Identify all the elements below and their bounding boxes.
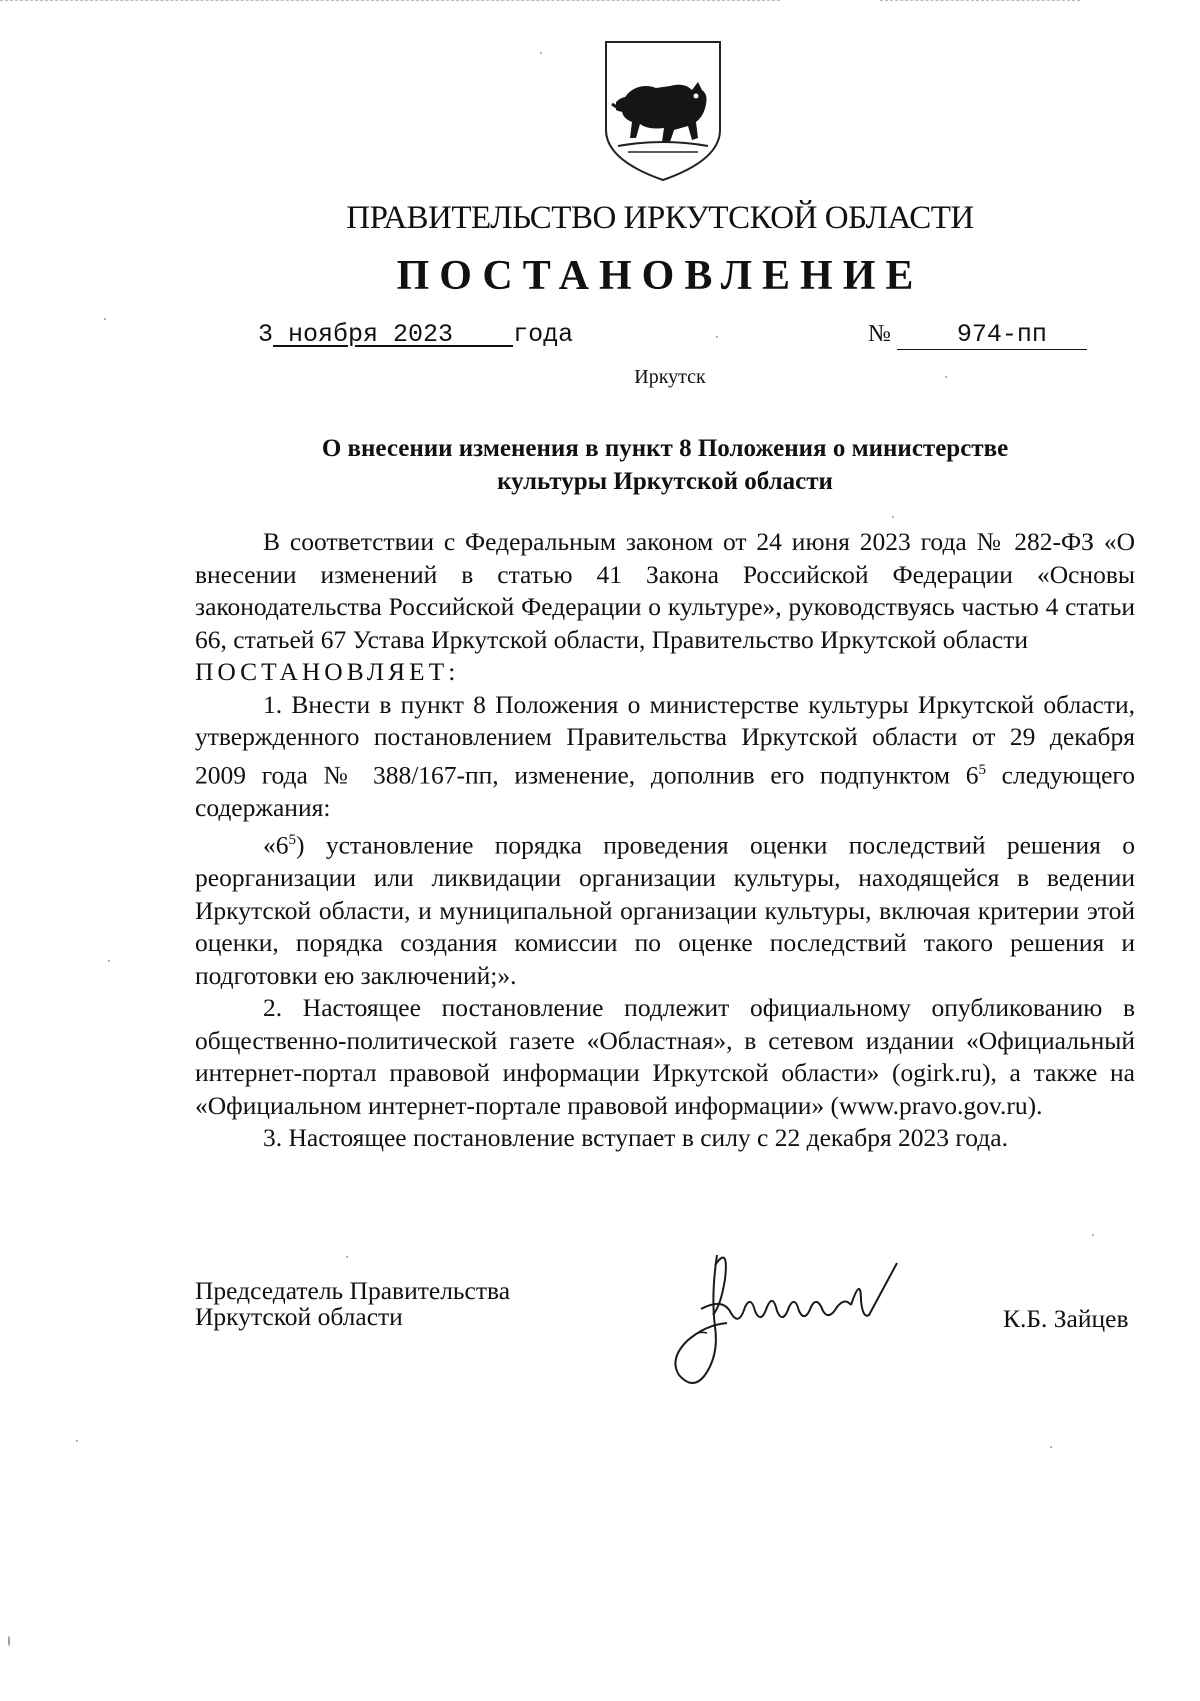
item-1-paragraph: 1. Внести в пункт 8 Положения о министерстве культуры Иркутской области, утвержденного постановлением Правительства Иркутской области от 29 декабря 2009 года № 388/167-пп, изменение, дополнив его подпунктом $6^5$ следующего содержания: — [195, 689, 1135, 822]
number-sign: № — [868, 321, 891, 347]
scan-speck — [716, 336, 718, 338]
date-month-year: ноября 2023 — [288, 320, 454, 349]
date-suffix: года — [513, 320, 574, 349]
scan-speck — [945, 376, 947, 378]
date-day: 3 — [258, 320, 274, 349]
document-body — [195, 526, 1135, 1155]
scan-speck — [540, 52, 542, 54]
city: Иркутск — [634, 366, 706, 388]
organization-name: ПРАВИТЕЛЬСТВО ИРКУТСКОЙ ОБЛАСТИ — [346, 200, 974, 236]
scan-speck — [8, 1636, 10, 1646]
document-title — [195, 432, 1135, 498]
scan-speck — [76, 1440, 78, 1442]
quoted-subitem-paragraph: «$6^5$) установление порядка проведения оценки последствий решения о реорганизации или ликвидации организации культуры, находящейся в ведении Иркутской области, и муниципальной организации культуры, включая критерии этой оценки, порядка создания комиссии по оценке последствий такого решения и подготовки ею заключений;». — [195, 830, 1135, 990]
preamble-paragraph: В соответствии с Федеральным законом от 24 июня 2023 года № 282-ФЗ «О внесении изменений в статью 41 Закона Российской Федерации «Основы законодательства Российской Федерации о культуре», руководствуясь частью 4 статьи 66, статьей 67 Устава Иркутской области, Правительство Иркутской области — [195, 527, 1135, 654]
document-type: ПОСТАНОВЛЕНИЕ — [396, 253, 924, 299]
signatory-position — [195, 1278, 510, 1330]
resolves-word: ПОСТАНОВЛЯЕТ: — [195, 657, 460, 686]
irkutsk-coat-of-arms-icon — [600, 38, 726, 184]
scan-speck — [1092, 1234, 1094, 1236]
scan-speck — [104, 318, 106, 320]
scan-speck — [108, 960, 110, 962]
document-date — [258, 320, 573, 349]
position-line: Председатель Правительства — [195, 1276, 511, 1305]
position-line: Иркутской области — [195, 1302, 403, 1331]
signatory-name: К.Б. Зайцев — [1003, 1304, 1129, 1333]
scan-artifact-line — [0, 0, 780, 3]
item-3-paragraph: 3. Настоящее постановление вступает в силу с 22 декабря 2023 года. — [263, 1123, 1008, 1152]
scan-speck — [892, 516, 894, 518]
document-number — [868, 320, 1087, 350]
scan-artifact-line — [880, 0, 1080, 3]
title-line: О внесении изменения в пункт 8 Положения о министерстве — [321, 435, 1009, 462]
handwritten-signature-icon — [665, 1235, 935, 1395]
scan-speck — [1050, 1446, 1052, 1448]
title-line: культуры Иркутской области — [497, 468, 833, 495]
scan-speck — [346, 1256, 348, 1258]
item-2-paragraph: 2. Настоящее постановление подлежит официальному опубликованию в общественно-политической газете «Областная», в сетевом издании «Официальный интернет-портал правовой информации Иркутской области» (ogirk.ru), а также на «Официальном интернет-портале правовой информации» (www.pravo.gov.ru). — [195, 993, 1135, 1120]
number-value: 974-пп — [897, 320, 1087, 350]
